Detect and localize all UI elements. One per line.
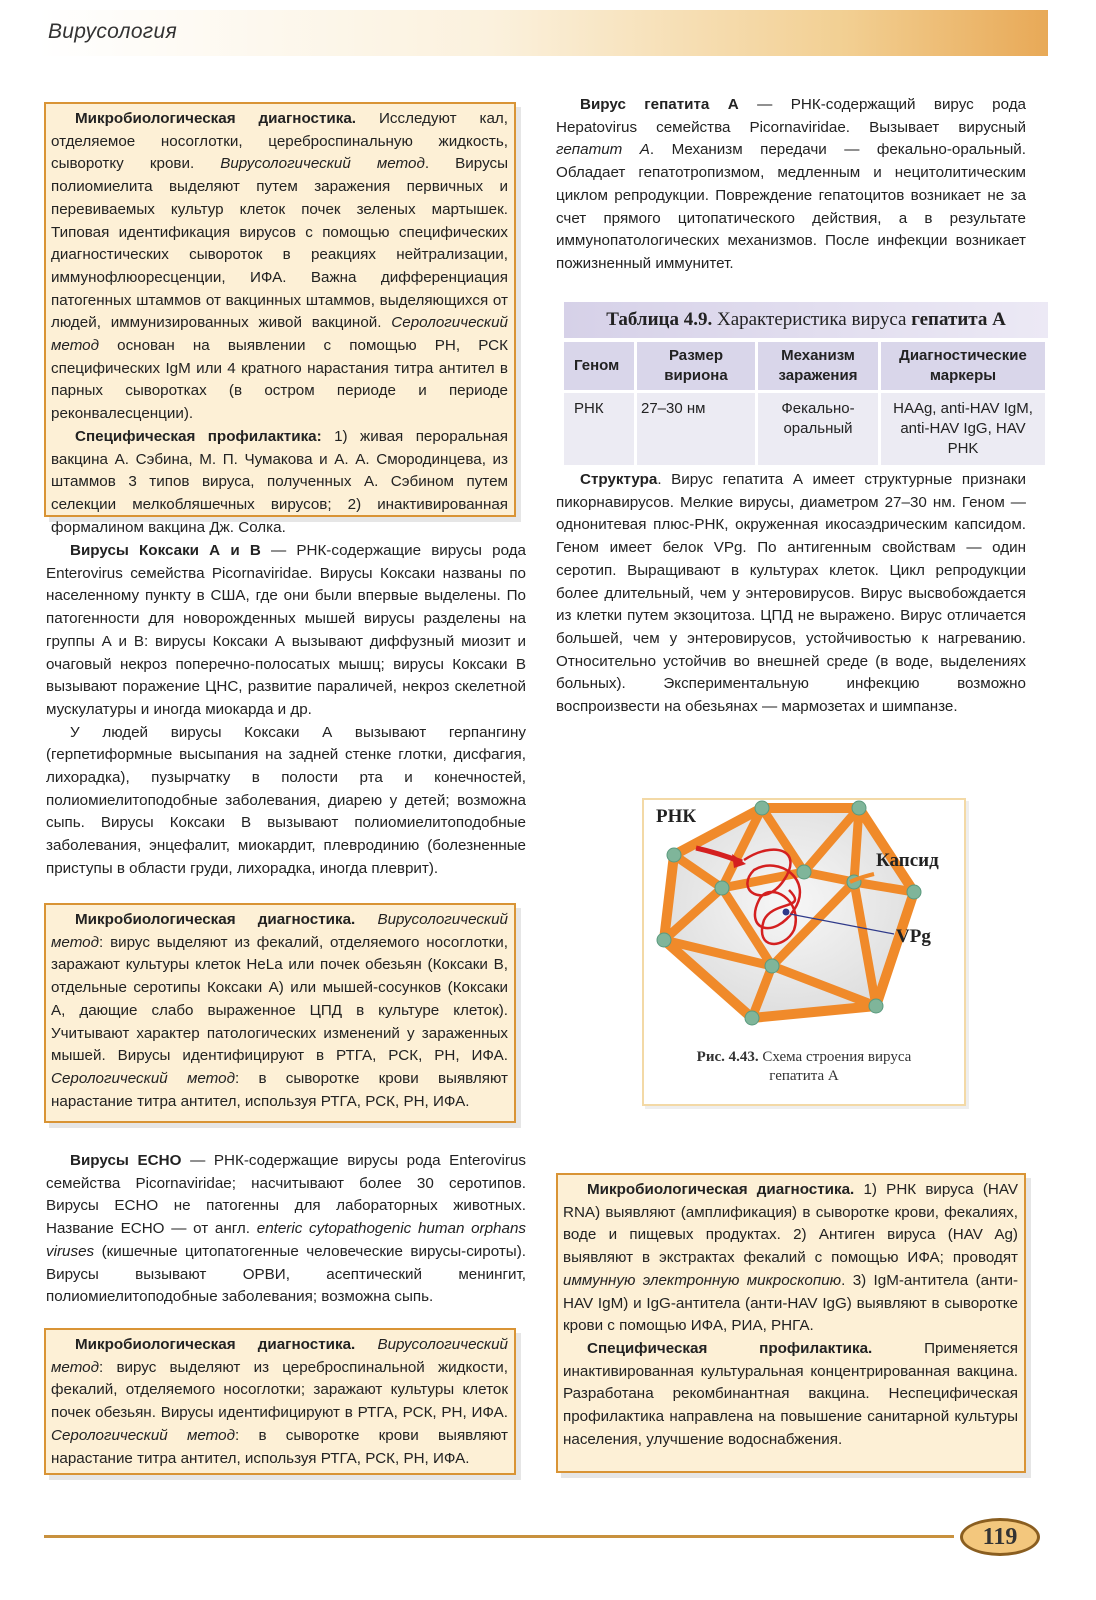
diagnostics-box-echo: Микробиологическая диагностика. Вирусологический метод: вирус выделяют из цереброспинальной жидкости, фекалий, отделяемого носоглотки; заражают культуры клеток почек обезьян. Вирусы идентифицируют в РТГА, РСК, РН, ИФА. Серологический метод: в сыворотке крови выявляют нарастание титра антител, используя РТГА, РСК, РН, ИФА.: [44, 1328, 516, 1475]
table-row: [564, 392, 1047, 466]
table-title: Таблица 4.9. Характеристика вируса гепатита А: [564, 302, 1048, 338]
running-header: Вирусология: [48, 20, 177, 43]
virus-structure-figure: [642, 798, 966, 1106]
hepatitis-a-intro: Вирус гепатита А — РНК-содержащий вирус рода Hepatovirus семейства Picornaviridae. Вызывает вирусный гепатит А. Механизм передачи — фекально-оральный. Обладает гепатотропизмом, медленным и нецитолитическим циклом репродукции. Повреждение гепатоцитов возникает не за счет прямого цитопатического действия, а в результате иммунопатологических механизмов. После инфекции возникает пожизненный иммунитет.: [556, 96, 1027, 272]
table-header: Диагностические маркеры: [880, 342, 1047, 392]
table-cell: РНК: [564, 392, 636, 466]
footer-rule: [44, 1535, 954, 1538]
page-number: 119: [960, 1518, 1040, 1556]
table-cell: 27–30 нм: [636, 392, 757, 466]
figure-caption: Рис. 4.43. Схема строения вируса гепатита А: [696, 1049, 912, 1084]
header-bar: [38, 10, 1048, 56]
table-header: Механизм заражения: [757, 342, 880, 392]
table-header: Геном: [564, 342, 636, 392]
table-header: Размер вириона: [636, 342, 757, 392]
diagnostics-box-coxsackie: Микробиологическая диагностика. Вирусологический метод: вирус выделяют из фекалий, отделяемого носоглотки, заражают культуры клеток HeLa или почек обезьян (Коксаки В, отдельные серотипы Коксаки А) или мышей-сосунков (Коксаки А, дающие слабо выраженное ЦПД в культуре клеток). Учитывают характер патологических изменений у зараженных мышей. Вирусы идентифицируют в РТГА, РСК, РН, ИФА. Серологический метод: в сыворотке крови выявляют нарастание титра антител, используя РТГА, РСК, РН, ИФА.: [44, 903, 516, 1123]
label-capsid: Капсид: [876, 850, 939, 871]
icosahedron-diagram: [644, 800, 964, 1040]
table-cell: HAAg, anti-HAV IgM, anti-HAV IgG, HAV PHK: [880, 392, 1047, 466]
hav-characteristics-table: [564, 342, 1048, 465]
vpg-dot: [782, 908, 790, 916]
label-rna: РНК: [656, 806, 697, 827]
table-cell: Фекально-оральный: [757, 392, 880, 466]
label-vpg: VPg: [896, 926, 931, 947]
structure-section: Структура. Вирус гепатита А имеет структурные признаки пикорнавирусов. Мелкие вирусы, диаметром 27–30 нм. Геном — однонитевая плюс-РНК, окруженная икосаэдрическим капсидом. Геном имеет белок VPg. По антигенным свойствам — один серотип. Выращивают в культурах клеток. Цикл репродукции более длительный, чем у энтеровирусов. Вирус высвобождается из клетки путем экзоцитоза. ЦПД не выражено. Вирус отличается большей, чем у энтеровирусов, устойчивостью к нагреванию. Относительно устойчив во внешней среде (в воде, выделениях больных). Экспериментальную инфекцию возможно воспроизвести на обезьянах — мармозетах и шимпанзе.: [556, 471, 1026, 716]
diagnostics-box-polio: Микробиологическая диагностика. Исследуют кал, отделяемое носоглотки, цереброспинальную жидкость, сыворотку крови. Вирусологический метод. Вирусы полиомиелита выделяют путем заражения первичных и перевиваемых культур клеток почек зеленых мартышек. Типовая идентификация вирусов с помощью специфических диагностических сывороток в реакциях нейтрализации, иммунофлюоресценции, ИФА. Важна дифференциация патогенных штаммов от вакцинных штаммов, выделяющихся от людей, иммунизированных живой вакциной. Серологический метод основан на выявлении с помощью РН, РСК специфических IgM или 4 кратного нарастания титра антител в парных сыворотках (в остром периоде и периоде реконвалесценции). Специфическая профилактика: 1) живая пероральная вакцина А. Сэбина, М. П. Чумакова и А. А. Смородинцева, из штаммов 3 типов вируса, полученных А. Сэбином путем селекции мелкобляшечных вирусов; 2) инактивированная формалином вакцина Дж. Солка.: [44, 102, 516, 517]
echo-section: Вирусы ЕСНО — РНК-содержащие вирусы рода Enterovirus семейства Picornaviridae; насчитывают более 30 серотипов. Вирусы ЕСНО не патогенны для лабораторных животных. Название ЕСНО — от англ. enteric cytopathogenic human orphans viruses (кишечные цитопатогенные человеческие вирусы-сироты). Вирусы вызывают ОРВИ, асептический менингит, полиомиелитоподобные заболевания; возможна сыпь.: [46, 1152, 526, 1306]
diagnostics-box-hepatitis-a: Микробиологическая диагностика. 1) РНК вируса (HAV RNA) выявляют (амплификация) в сыворотке крови, фекалиях, воде и пищевых продуктах. 2) Антиген вируса (HAV Ag) выявляют в экстрактах фекалий с помощью ИФА; проводят иммунную электронную микроскопию. 3) IgM-антитела (анти-HAV IgM) и IgG-антитела (анти-HAV IgG) выявляют в сыворотке крови с помощью ИФА, РИА, РНГА. Специфическая профилактика. Применяется инактивированная культуральная концентрированная вакцина. Разработана рекомбинантная вакцина. Неспецифическая профилактика направлена на повышение санитарной культуры населения, улучшение водоснабжения.: [556, 1173, 1026, 1473]
coxsackie-section: Вирусы Коксаки А и В — РНК-содержащие вирусы рода Enterovirus семейства Picornaviridae. Вирусы Коксаки названы по населенному пункту в США, где они были впервые выделены. По патогенности для новорожденных мышей вирусы разделены на группы А и В: вирусы Коксаки А вызывают диффузный миозит и очаговый некроз поперечно-полосатых мышц; вирусы Коксаки В вызывают поражение ЦНС, развитие параличей, некроз скелетной мускулатуры и иногда миокарда и др. У людей вирусы Коксаки А вызывают герпангину (герпетиформные высыпания на задней стенке глотки, дисфагия, лихорадка), пузырчатку в полости рта и конечностей, полиомиелитоподобные заболевания, диарею у детей; возможна сыпь. Вирусы Коксаки В вызывают полиомиелитоподобные заболевания, энцефалит, миокардит, плевродинию (болезненные приступы в области груди, лихорадка, иногда плеврит).: [46, 542, 526, 877]
